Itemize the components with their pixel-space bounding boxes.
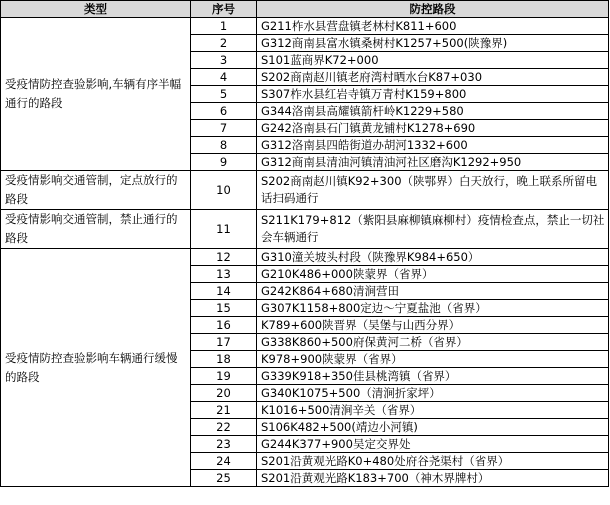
road-cell: S202商南赵川镇老府湾村晒水台K87+030 — [257, 69, 609, 86]
table-row — [1, 210, 609, 249]
sequence-cell: 1 — [191, 18, 257, 35]
road-cell: G211柞水县营盘镇老林村K811+600 — [257, 18, 609, 35]
sequence-cell: 22 — [191, 419, 257, 436]
road-cell: S202商南赵川镇K92+300（陕鄂界）白天放行，晚上联系所留电话扫码通行 — [257, 171, 609, 210]
sequence-cell: 20 — [191, 385, 257, 402]
road-cell: G339K918+350佳县桃湾镇（省界） — [257, 368, 609, 385]
road-cell: S201沿黄观光路K0+480处府谷尧渠村（省界） — [257, 453, 609, 470]
category-cell: 受疫情防控查验影响车辆通行缓慢的路段 — [1, 249, 191, 487]
sequence-cell: 23 — [191, 436, 257, 453]
sequence-cell: 7 — [191, 120, 257, 137]
sequence-cell: 5 — [191, 86, 257, 103]
table-row — [1, 249, 609, 266]
sequence-cell: 8 — [191, 137, 257, 154]
sequence-cell: 24 — [191, 453, 257, 470]
road-cell: G312洛南县四皓街道办胡河1332+600 — [257, 137, 609, 154]
road-cell: G340K1075+500（清涧折家坪） — [257, 385, 609, 402]
road-cell: S101蓝商界K72+000 — [257, 52, 609, 69]
sequence-cell: 9 — [191, 154, 257, 171]
road-cell: G210K486+000陕蒙界（省界） — [257, 266, 609, 283]
sequence-cell: 10 — [191, 171, 257, 210]
road-cell: S106K482+500(靖边小河镇) — [257, 419, 609, 436]
road-cell: G242K864+680清涧营田 — [257, 283, 609, 300]
sequence-cell: 19 — [191, 368, 257, 385]
sequence-cell: 4 — [191, 69, 257, 86]
sequence-cell: 12 — [191, 249, 257, 266]
sequence-cell: 16 — [191, 317, 257, 334]
sequence-cell: 15 — [191, 300, 257, 317]
road-cell: K789+600陕晋界（吴堡与山西分界） — [257, 317, 609, 334]
road-cell: G307K1158+800定边～宁夏盐池（省界） — [257, 300, 609, 317]
sequence-cell: 6 — [191, 103, 257, 120]
road-cell: G244K377+900吴定交界处 — [257, 436, 609, 453]
road-cell: S211K179+812（紫阳县麻柳镇麻柳村）疫情检查点，禁止一切社会车辆通行 — [257, 210, 609, 249]
road-cell: K1016+500清涧辛关（省界） — [257, 402, 609, 419]
table-row — [1, 171, 609, 210]
sequence-cell: 18 — [191, 351, 257, 368]
header-seq: 序号 — [191, 1, 257, 18]
sequence-cell: 13 — [191, 266, 257, 283]
road-cell: S201沿黄观光路K183+700（神木界牌村） — [257, 470, 609, 487]
sequence-cell: 17 — [191, 334, 257, 351]
road-cell: S307柞水县红岩寺镇万青村K159+800 — [257, 86, 609, 103]
road-cell: K978+900陕蒙界（省界） — [257, 351, 609, 368]
sequence-cell: 21 — [191, 402, 257, 419]
table-row — [1, 18, 609, 35]
road-cell: G344洛南县高耀镇箭杆岭K1229+580 — [257, 103, 609, 120]
road-cell: G312商南县清油河镇清油河社区磨沟K1292+950 — [257, 154, 609, 171]
header-road: 防控路段 — [257, 1, 609, 18]
road-cell: G312商南县富水镇桑树村K1257+500(陕豫界) — [257, 35, 609, 52]
road-cell: G310潼关坡头村段（陕豫界K984+650） — [257, 249, 609, 266]
category-cell: 受疫情防控查验影响,车辆有序半幅通行的路段 — [1, 18, 191, 171]
header-row — [1, 1, 609, 18]
sequence-cell: 14 — [191, 283, 257, 300]
sequence-cell: 3 — [191, 52, 257, 69]
road-cell: G242洛南县石门镇黄龙铺村K1278+690 — [257, 120, 609, 137]
category-cell: 受疫情影响交通管制，禁止通行的路段 — [1, 210, 191, 249]
header-type: 类型 — [1, 1, 191, 18]
sequence-cell: 11 — [191, 210, 257, 249]
road-cell: G338K860+500府保黄河二桥（省界） — [257, 334, 609, 351]
category-cell: 受疫情影响交通管制，定点放行的路段 — [1, 171, 191, 210]
sequence-cell: 2 — [191, 35, 257, 52]
sequence-cell: 25 — [191, 470, 257, 487]
